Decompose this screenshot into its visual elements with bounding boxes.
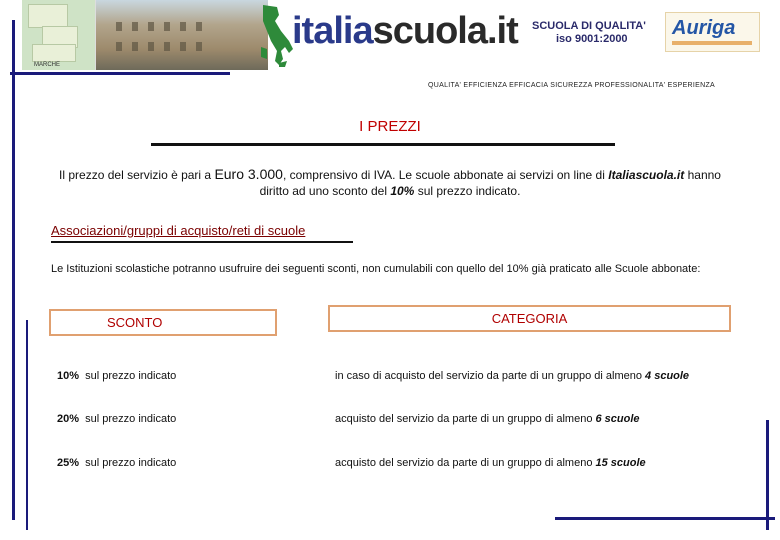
- italy-map-icon: [255, 3, 297, 69]
- table-row-sconto: 20% sul prezzo indicato: [57, 413, 177, 425]
- frame-line-top-left: [10, 72, 230, 75]
- section-heading-link[interactable]: Associazioni/gruppi di acquisto/reti di scuole: [51, 223, 306, 238]
- page-title: I PREZZI: [359, 118, 421, 135]
- column-header-categoria: CATEGORIA: [328, 305, 731, 332]
- map-label: MARCHE: [34, 62, 61, 68]
- table-row-categoria: in caso di acquisto del servizio da parte di un gruppo di almeno 4 scuole: [335, 370, 690, 382]
- frame-line-bottom-right: [555, 517, 775, 520]
- section-underline: [51, 241, 353, 243]
- region-map-image: [22, 0, 96, 70]
- discount-description: Le Istituzioni scolastiche potranno usufruire dei seguenti sconti, non cumulabili con quello del 10% già praticato alle Scuole abbonate:: [51, 263, 701, 275]
- table-row-sconto: 25% sul prezzo indicato: [57, 457, 177, 469]
- frame-line-left: [12, 20, 15, 520]
- table-row-categoria: acquisto del servizio da parte di un gruppo di almeno 15 scuole: [335, 457, 646, 469]
- table-row-sconto: 10% sul prezzo indicato: [57, 370, 177, 382]
- frame-line-right: [766, 420, 769, 530]
- mottos-line: QUALITA' EFFICIENZA EFFICACIA SICUREZZA PROFESSIONALITA' ESPERIENZA: [428, 82, 716, 89]
- auriga-logo: Auriga: [665, 12, 760, 52]
- intro-paragraph: Il prezzo del servizio è pari a Euro 3.000, comprensivo di IVA. Le scuole abbonate ai servizi on line di Italiascuola.it hanno diritto ad uno sconto del 10% sul prezzo indicato.: [59, 166, 721, 198]
- quality-badge: SCUOLA DI QUALITA' iso 9001:2000: [532, 20, 646, 45]
- header-banner: [22, 0, 757, 72]
- building-photo: [96, 0, 268, 70]
- column-header-sconto: SCONTO: [49, 309, 277, 336]
- table-row-categoria: acquisto del servizio da parte di un gruppo di almeno 6 scuole: [335, 413, 640, 425]
- title-underline: [151, 143, 615, 146]
- italiascuola-logo: italiascuola.it: [292, 10, 518, 52]
- frame-line-left-inner: [26, 320, 28, 530]
